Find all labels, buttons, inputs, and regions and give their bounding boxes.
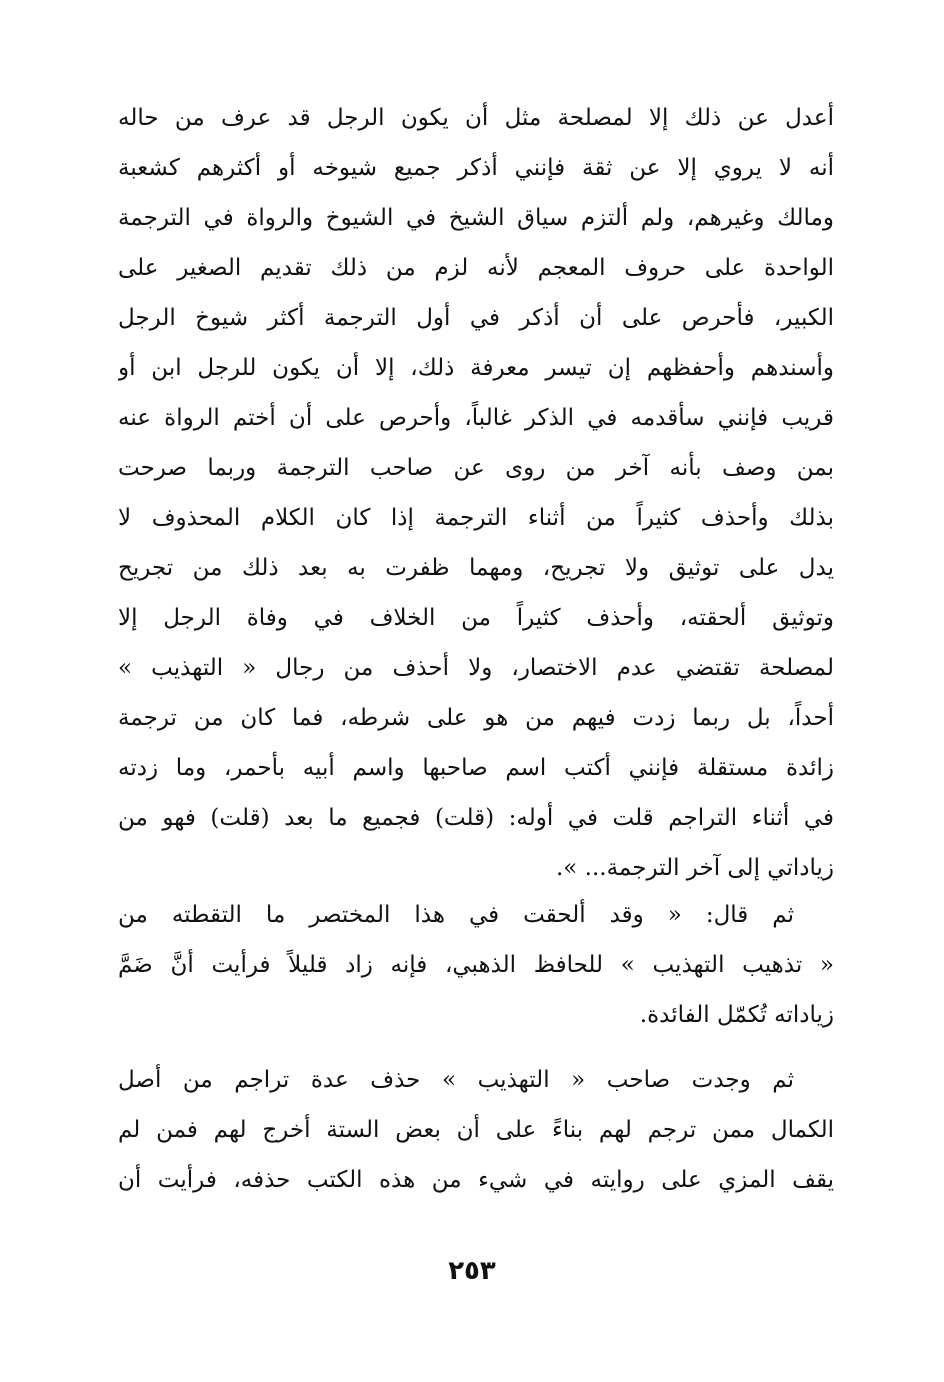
text-line: زياداته تُكمّل الفائدة. (639, 1002, 834, 1028)
page-number: ٢٥٣ (448, 1256, 496, 1286)
text-line: ومالك وغيرهم، ولم ألتزم سياق الشيخ في الشيوخ والرواة في الترجمة (118, 205, 834, 231)
text-line: وتوثيق ألحقته، وأحذف كثيراً من الخلاف في وفاة الرجل إلا (118, 605, 834, 631)
paragraph-1 (118, 93, 834, 893)
text-line: لمصلحة تقتضي عدم الاختصار، ولا أحذف من رجال « التهذيب » (118, 655, 834, 681)
text-line: ثم وجدت صاحب « التهذيب » حذف عدة تراجم من أصل (118, 1067, 794, 1093)
text-line: الكمال ممن ترجم لهم بناءً على أن بعض الستة أخرج لهم فمن لم (118, 1117, 834, 1143)
text-line: زائدة مستقلة فإنني أكتب اسم صاحبها واسم أبيه بأحمر، وما زدته (118, 755, 834, 781)
text-line: وأسندهم وأحفظهم إن تيسر معرفة ذلك، إلا أن يكون للرجل ابن أو (118, 355, 834, 381)
text-line: أنه لا يروي إلا عن ثقة فإنني أذكر جميع شيوخه أو أكثرهم كشعبة (118, 155, 834, 181)
paragraph-2 (118, 890, 834, 1040)
text-line: أحداً، بل ربما زدت فيهم من هو على شرطه، فما كان من ترجمة (118, 705, 834, 731)
text-line: بمن وصف بأنه آخر من روى عن صاحب الترجمة وربما صرحت (118, 455, 834, 481)
text-line: الكبير، فأحرص على أن أذكر في أول الترجمة أكثر شيوخ الرجل (118, 305, 834, 331)
text-line: قريب فإنني سأقدمه في الذكر غالباً، وأحرص على أن أختم الرواة عنه (118, 405, 834, 431)
text-line: ثم قال: « وقد ألحقت في هذا المختصر ما التقطته من (118, 902, 794, 928)
text-line: « تذهيب التهذيب » للحافظ الذهبي، فإنه زاد قليلاً فرأيت أنَّ ضَمَّ (118, 952, 834, 978)
text-line: يقف المزي على روايته في شيء من هذه الكتب حذفه، فرأيت أن (118, 1167, 834, 1193)
text-line: أعدل عن ذلك إلا لمصلحة مثل أن يكون الرجل قد عرف من حاله (118, 105, 834, 131)
text-line: في أثناء التراجم قلت في أوله: (قلت) فجميع ما بعد (قلت) فهو من (118, 805, 834, 831)
text-line: يدل على توثيق ولا تجريح، ومهما ظفرت به بعد ذلك من تجريح (118, 555, 834, 581)
paragraph-3 (118, 1055, 834, 1205)
text-line: الواحدة على حروف المعجم لأنه لزم من ذلك تقديم الصغير على (118, 255, 834, 281)
text-line: زياداتي إلى آخر الترجمة... ». (555, 855, 834, 881)
text-line: بذلك وأحذف كثيراً من أثناء الترجمة إذا كان الكلام المحذوف لا (118, 505, 834, 531)
